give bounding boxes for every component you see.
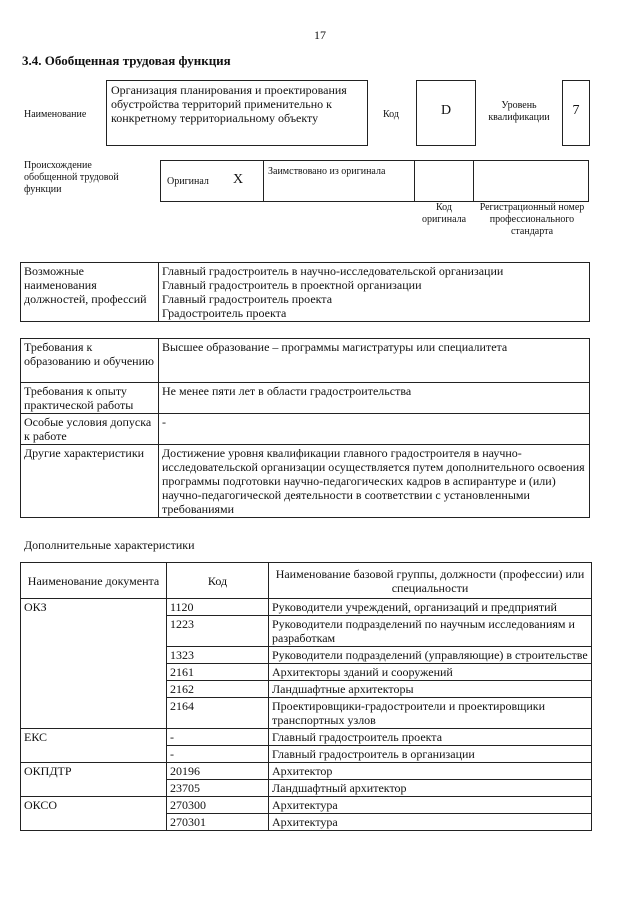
code-value: D xyxy=(440,103,452,118)
education-value: Высшее образование – программы магистратуры или специалитета xyxy=(159,339,590,383)
position-item: Главный градостроитель в проектной организации xyxy=(162,278,422,292)
doc-cell: ОКПДТР xyxy=(21,763,167,797)
section-title: 3.4. Обобщенная трудовая функция xyxy=(22,53,231,68)
special-conditions-label: Особые условия допуска к работе xyxy=(21,414,159,445)
name-cell: Проектировщики-градостроители и проектировщики транспортных узлов xyxy=(269,698,592,729)
table-row xyxy=(21,599,592,616)
code-cell: 1323 xyxy=(167,647,269,664)
position-item: Градостроитель проекта xyxy=(162,306,287,320)
code-cell: - xyxy=(167,746,269,763)
table-row xyxy=(21,797,592,814)
original-mark: X xyxy=(233,172,244,187)
header-code: Код xyxy=(167,563,269,599)
code-label: Код xyxy=(383,109,399,120)
name-cell: Руководители подразделений (управляющие) в строительстве xyxy=(269,647,592,664)
name-cell: Руководители подразделений по научным исследованиям и разработкам xyxy=(269,616,592,647)
code-cell: 270301 xyxy=(167,814,269,831)
position-item: Главный градостроитель проекта xyxy=(162,292,333,306)
original-label: Оригинал xyxy=(167,176,209,187)
code-original-label: Код оригинала xyxy=(421,202,467,225)
borrowed-box xyxy=(263,160,415,202)
doc-cell: ОКЗ xyxy=(21,599,167,729)
code-cell: 1120 xyxy=(167,599,269,616)
name-cell: Главный градостроитель проекта xyxy=(269,729,592,746)
name-cell: Архитекторы зданий и сооружений xyxy=(269,664,592,681)
name-cell: Архитектор xyxy=(269,763,592,780)
level-value: 7 xyxy=(572,103,580,118)
additional-table xyxy=(20,562,592,831)
code-cell: - xyxy=(167,729,269,746)
doc-cell: ОКСО xyxy=(21,797,167,831)
naming-label: Наименование xyxy=(24,109,87,120)
other-characteristics-label: Другие характеристики xyxy=(21,445,159,518)
education-label: Требования к образованию и обучению xyxy=(21,339,159,383)
code-cell: 20196 xyxy=(167,763,269,780)
function-name: Организация планирования и проектирования обустройства территорий применительно к конкретному территориальному объекту xyxy=(111,83,347,125)
code-original-box xyxy=(414,160,474,202)
level-box xyxy=(562,80,590,146)
positions-label: Возможные наименования должностей, профессий xyxy=(21,263,159,322)
code-cell: 270300 xyxy=(167,797,269,814)
experience-value: Не менее пяти лет в области градостроительства xyxy=(159,383,590,414)
borrowed-label: Заимствовано из оригинала xyxy=(268,166,386,177)
other-characteristics-value: Достижение уровня квалификации главного градостроителя в научно-исследовательской организации осуществляется путем дополнительного освоения программы подготовки научно-педагогических кадров в аспирантуре и (или) научно-педагогической деятельности в соответствии с установленными требованиями xyxy=(159,445,590,518)
original-box xyxy=(160,160,264,202)
page-number: 17 xyxy=(314,28,326,42)
doc-cell: ЕКС xyxy=(21,729,167,763)
name-cell: Архитектура xyxy=(269,814,592,831)
table-row xyxy=(21,729,592,746)
reg-number-box xyxy=(473,160,589,202)
name-cell: Архитектура xyxy=(269,797,592,814)
reg-number-label: Регистрационный номер профессионального стандарта xyxy=(479,202,585,237)
header-name: Наименование базовой группы, должности (профессии) или специальности xyxy=(269,563,592,599)
experience-label: Требования к опыту практической работы xyxy=(21,383,159,414)
special-conditions-value: - xyxy=(159,414,590,445)
code-cell: 2162 xyxy=(167,681,269,698)
table-row xyxy=(21,763,592,780)
code-box xyxy=(416,80,476,146)
code-cell: 23705 xyxy=(167,780,269,797)
additional-title: Дополнительные характеристики xyxy=(24,538,195,552)
name-cell: Ландшафтный архитектор xyxy=(269,780,592,797)
code-cell: 2164 xyxy=(167,698,269,729)
level-label: Уровень квалификации xyxy=(488,100,550,123)
code-cell: 2161 xyxy=(167,664,269,681)
positions-list xyxy=(159,263,590,322)
function-name-box xyxy=(106,80,368,146)
header-document: Наименование документа xyxy=(21,563,167,599)
code-cell: 1223 xyxy=(167,616,269,647)
name-cell: Главный градостроитель в организации xyxy=(269,746,592,763)
requirements-table xyxy=(20,338,590,518)
position-item: Главный градостроитель в научно-исследовательской организации xyxy=(162,264,504,278)
name-cell: Руководители учреждений, организаций и предприятий xyxy=(269,599,592,616)
name-cell: Ландшафтные архитекторы xyxy=(269,681,592,698)
positions-table xyxy=(20,262,590,322)
origin-label: Происхождение обобщенной трудовой функции xyxy=(24,160,119,195)
